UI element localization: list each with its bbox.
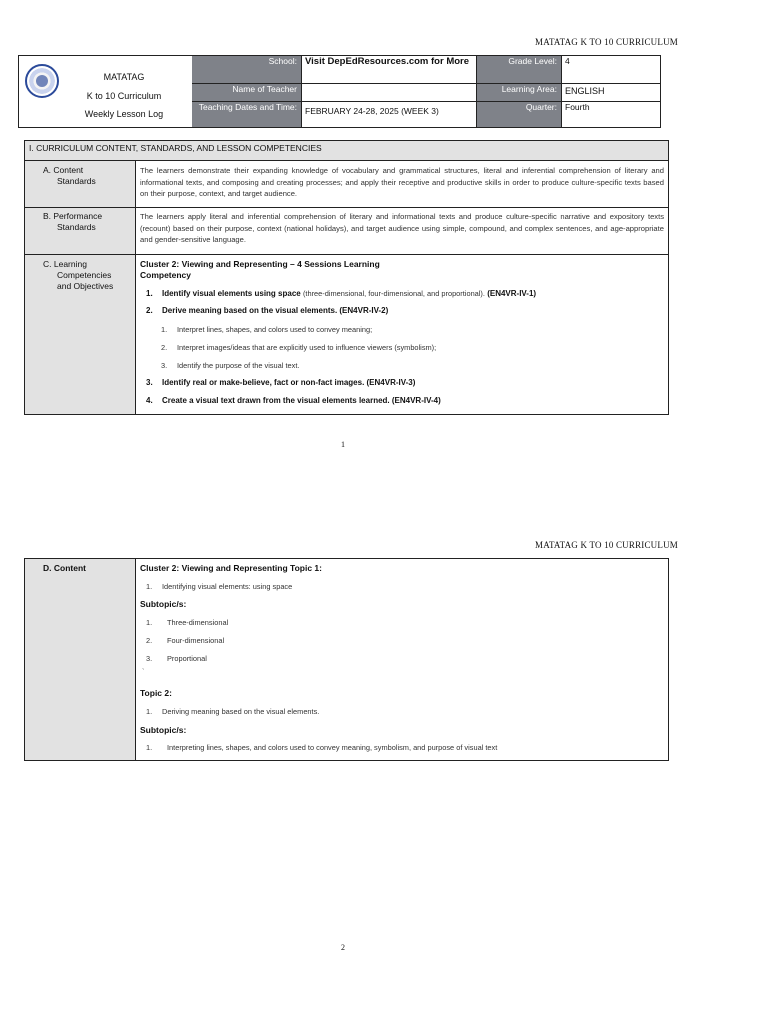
sub-objective-1: 1. Interpret lines, shapes, and colors used to convey meaning;: [161, 325, 373, 334]
subtopic-item: 2. Four-dimensional: [146, 636, 225, 645]
cluster-heading-1: Cluster 2: Viewing and Representing – 4 Sessions Learning: [140, 259, 380, 269]
subtopics2-heading: Subtopic/s:: [140, 725, 187, 735]
competency-item-4: 4. Create a visual text drawn from the visual elements learned. (EN4VR-IV-4): [146, 396, 441, 405]
dates-label: Teaching Dates and Time:: [192, 102, 302, 127]
deped-seal-icon: [25, 64, 59, 98]
content-label: D. Content: [43, 563, 86, 573]
area-label: Learning Area:: [477, 84, 562, 102]
curriculum-section: [24, 140, 669, 415]
page-number: 2: [341, 943, 345, 952]
subtopic-item: 1. Three-dimensional: [146, 618, 229, 627]
lesson-log-header: [18, 55, 661, 128]
competency-item-1: 1. Identify visual elements using space (three-dimensional, four-dimensional, and proportional). (EN4VR-IV-1): [146, 289, 537, 298]
teacher-label: Name of Teacher: [192, 84, 302, 102]
running-head: MATATAG K TO 10 CURRICULUM: [535, 37, 678, 47]
content-standards-label: A. Content Standards: [43, 165, 96, 186]
logo-line-matatag: MATATAG: [103, 72, 145, 82]
competencies-label: C. Learning Competencies and Objectives: [43, 259, 114, 291]
competency-item-3: 3. Identify real or make-believe, fact or non-fact images. (EN4VR-IV-3): [146, 378, 416, 387]
quarter-value: Fourth: [565, 102, 590, 112]
dates-value: FEBRUARY 24-28, 2025 (WEEK 3): [302, 102, 477, 127]
logo-line-wll: Weekly Lesson Log: [84, 109, 164, 119]
competency-item-2: 2. Derive meaning based on the visual elements. (EN4VR-IV-2): [146, 306, 389, 315]
grade-value: 4: [562, 56, 660, 84]
logo-line-curriculum: K to 10 Curriculum: [86, 91, 162, 101]
topic1-item: 1. Identifying visual elements: using space: [146, 582, 293, 591]
topic2-item: 1. Deriving meaning based on the visual elements.: [146, 707, 320, 716]
section-title: I. CURRICULUM CONTENT, STANDARDS, AND LESSON COMPETENCIES: [25, 141, 668, 161]
topic2-heading: Topic 2:: [140, 688, 172, 698]
stray-mark: `: [142, 667, 145, 676]
subtopic2-item: 1. Interpreting lines, shapes, and colors used to convey meaning, symbolism, and purpose of visual text: [146, 743, 498, 752]
content-standards-text: The learners demonstrate their expanding knowledge of vocabulary and grammatical structures, literal and inferential comprehension of literary and informational texts, and composing and creating processes; and apply their receptive and productive skills in order to produce culture-specific texts based on their purpose, context, and target audience.: [140, 166, 664, 199]
row-divider: [25, 207, 668, 208]
page-number: 1: [341, 440, 345, 449]
area-value: ENGLISH: [562, 84, 660, 102]
label-column: [25, 559, 136, 760]
sub-objective-3: 3. Identify the purpose of the visual text.: [161, 361, 300, 370]
performance-standards-label: B. Performance Standards: [43, 211, 103, 232]
running-head: MATATAG K TO 10 CURRICULUM: [535, 540, 678, 550]
content-section: [24, 558, 669, 761]
topic1-heading: Cluster 2: Viewing and Representing Topic 1:: [140, 563, 322, 573]
performance-standards-text: The learners apply literal and inferential comprehension of literary and informational texts and produce culture-specific narrative and expository texts (recount) based on their purpose, context (national holidays), and target audience using simple, compound, and complex sentences, and age-appropriate and gender-sensitive language.: [140, 212, 664, 245]
school-label: School:: [192, 56, 302, 84]
grade-label: Grade Level:: [477, 56, 562, 84]
quarter-label: Quarter:: [477, 102, 562, 127]
sub-objective-2: 2. Interpret images/ideas that are explicitly used to influence viewers (symbolism);: [161, 343, 437, 352]
teacher-value: [302, 84, 477, 102]
subtopic-item: 3. Proportional: [146, 654, 207, 663]
school-value: Visit DepEdResources.com for More: [302, 56, 477, 84]
subtopics-heading: Subtopic/s:: [140, 599, 187, 609]
header-logo-block: [19, 56, 193, 127]
cluster-heading-2: Competency: [140, 270, 192, 280]
row-divider: [25, 254, 668, 255]
